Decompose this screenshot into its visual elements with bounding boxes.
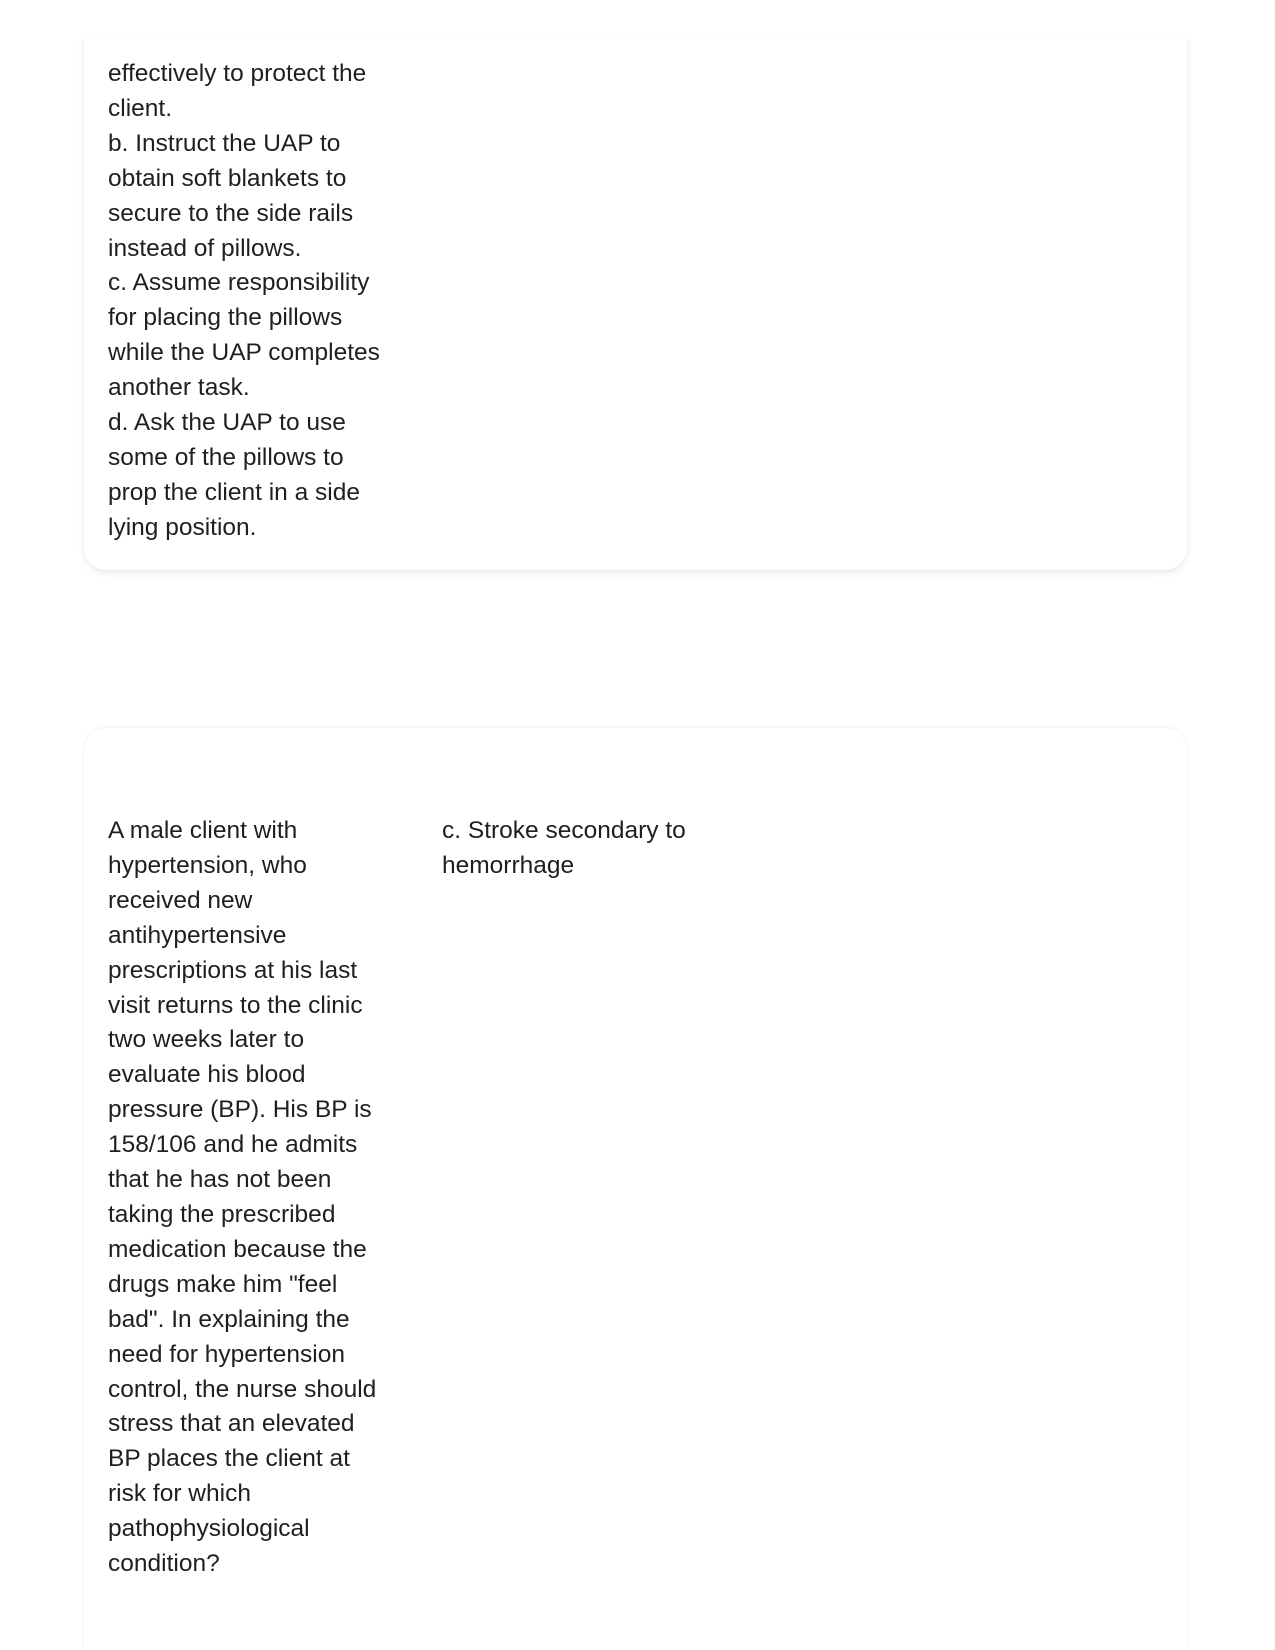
- answer-choices-text: effectively to protect the client. b. Instruct the UAP to obtain soft blankets to secure to the side rails instead of pillows. c. Assume responsibility for placing the pillows while the UAP completes another task. d. Ask the UAP to use some of the pillows to prop the client in a side lying position.: [108, 60, 380, 541]
- question-text: A male client with hypertension, who received new antihypertensive prescriptions at his last visit returns to the clinic two weeks later to evaluate his blood pressure (BP). His BP is 158/106 and he admits that he has not been taking the prescribed medication because the drugs make him "feel bad". In explaining the need for hypertension control, the nurse should stress that an elevated BP places the client at risk for which pathophysiological condition?: [108, 817, 377, 1578]
- answer-text: c. Stroke secondary to hemorrhage: [442, 817, 686, 879]
- flashcard-previous: [84, 36, 1187, 570]
- flashcard-current: [84, 728, 1187, 1650]
